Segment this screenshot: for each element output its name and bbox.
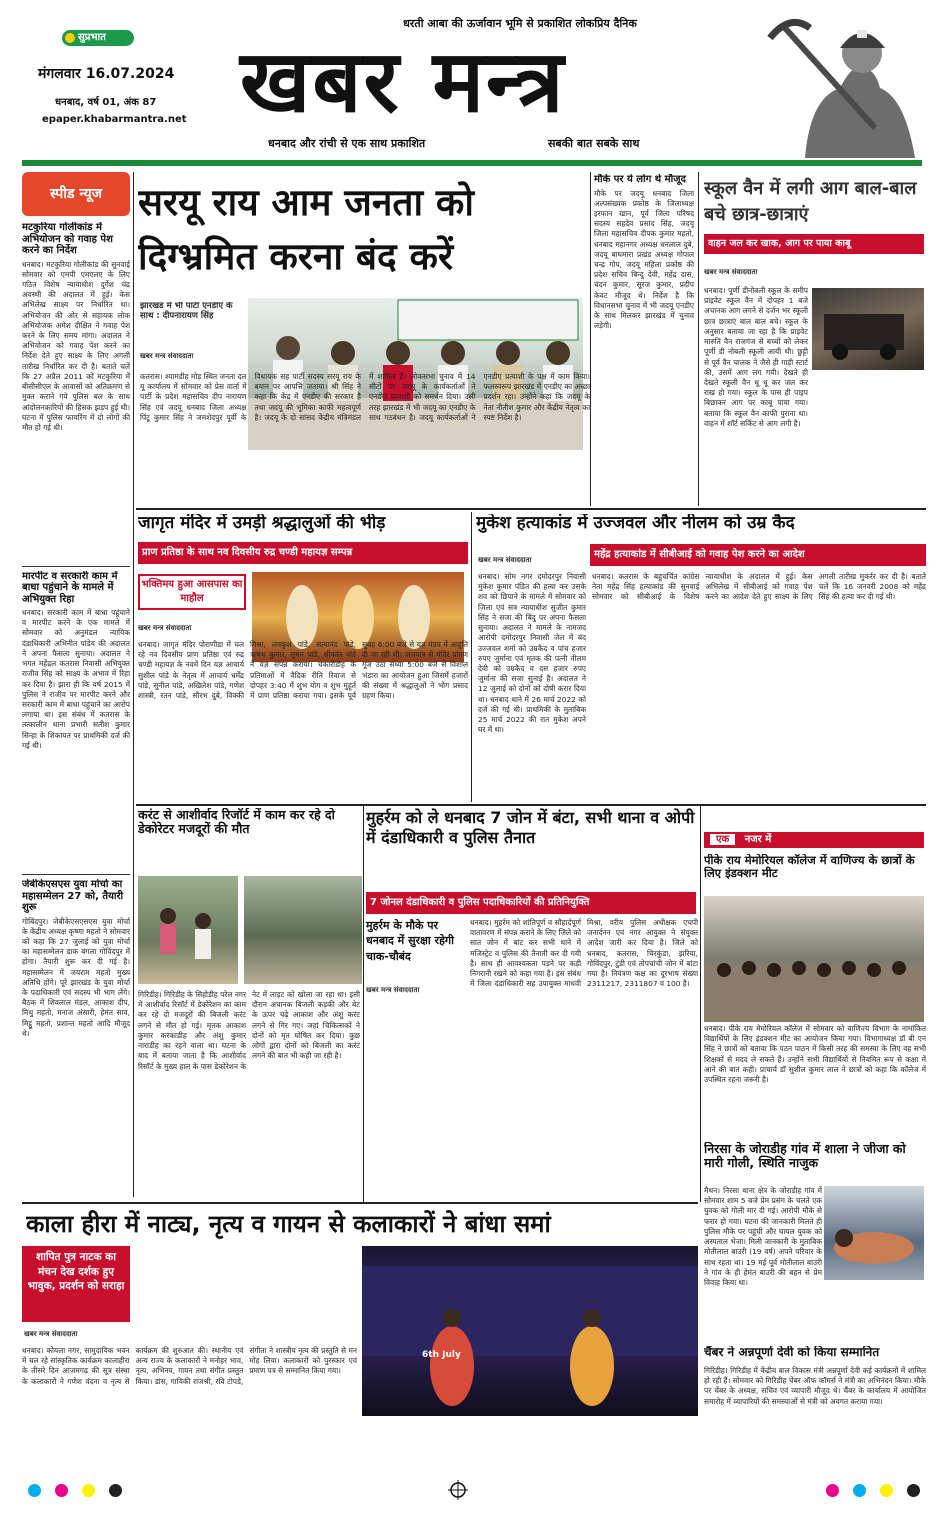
masthead — [0, 0, 945, 160]
temple-banner: प्राण प्रतिष्ठा के साथ नव दिवसीय रुद्र चण्डी महायज्ञ सम्पन्न — [138, 542, 468, 564]
speed-news-body: धनबाद। मटकुरिया गोलीकांड की सुनवाई सोमवार को एमपी एमएलए के लिए गठित विशेष न्यायाधीश दुर्गेश चंद्र अवस्थी की अदालत में हुई। केस अभिलेख साक्ष्य पर निर्धारित था। अभियोजन की ओर से सहायक लोक अभियोजक अमेश दीक्षित ने गवाह पेश करने के लिए समय मांगा। अदालत ने अभियोजन को गवाह पेश करने का निर्देश देते हुए साक्ष्य के लिए अगली तारीख निर्धारित कर दी है। बताते चलें कि 27 अप्रैल 2011 को मटकुरिया में बीसीसीएल के आवासों को अतिक्रमण से मुक्त कराने गये पुलिस बल के साथ आंदोलनकारियों की हिंसक झड़प हुई थी। घटना में पुलिस फायरिंग में दो लोगों की मौत हो गई थी। — [22, 259, 130, 432]
speed-news-heading: मटकुरिया गोलीकांड में अभियोजन को गवाह पेश करने का निर्देश — [22, 222, 113, 256]
college-tag-prefix: एक — [710, 834, 735, 845]
fire-body: धनबाद। पूर्णी डीनोबली स्कूल के समीप प्राइवेट स्कूल वैन में दोपहर 1 बजे अचानक आग लगने से दर्जन भर स्कूली छात्र छात्राएं बाल बाल बचे। स्कूल के अनुसार बताया जा रहा है कि प्राइवेट मारुति वैन राजगंज से बच्चों को लेकर पूर्णी डी नोबली स्कूली आयी थी। छुट्टी से पूर्व वैन चालक ने जैसे ही गाड़ी स्टार्ट की, उसमें आग लग गयी। देखते ही देखते स्कूली वैन धू धू कर जल कर राख हो गया। स्कूल के पास ही पाइप बिछाकर आग पर काबू पाया गया। बताया कि स्कूल वैन काफी पुराना था। वाहन में शॉर्ट सर्किट से आग लगी है। — [704, 286, 808, 428]
muharram-tag-text: मुहर्रम के मौके पर धनबाद में सुरक्षा रहेगी चाक-चौबंद — [366, 919, 454, 963]
side-story-body: मौके पर जदयू धनबाद जिला अल्पसंख्यक प्रकोष्ठ के जिलाध्यक्ष इरफान खान, पूर्व जिला परिषद सदस्य सहदेव प्रसाद सिंह, जदयू जिला महासचिव दीपक कुमार महतो, धनबाद महानगर अध्यक्ष धनलाल दुबे, जदयू बाघमारा प्रखंड अध्यक्ष गोपाल चन्द्र गोप, जदयू महिला प्रकोष्ठ की प्रदेश सचिव बिन्दु देवी, महेंद्र दास, चंदन कुमार, सूरज कुमार, प्रदीप केवट मौजूद थे। निर्देश है कि विधानसभा चुनाव में भी जदयू एनडीए के साथ मिलकर झारखंड में चुनाव लड़ेगी। — [594, 188, 694, 331]
crowd-illustration — [138, 876, 238, 984]
registration-dot — [109, 1484, 122, 1497]
drama-headline: काला हीरा में नाट्य, नृत्य व गायन से कलाकारों ने बांधा समां — [26, 1210, 551, 1238]
mukesh-sub-body: धनबाद। कतरास के बहुचर्चित कांग्रेस नेता महेंद्र सिंह हत्याकांड की सुनवाई सोमवार को सीबीआई के विशेष न्यायाधीश के अदालत में हुई। केस अभिलेख में सीबीआई को गवाह पेश करने का आदेश देते हुए साक्ष्य के लिए अगली तारीख मुकर्रर कर दी है। बताते चलें कि 16 जनवरी 2008 को महेंद्र सिंह की हत्या कर दी गई थी। — [592, 572, 926, 602]
fire-headline: स्कूल वैन में लगी आग बाल-बाल बचे छात्र-छात्राएं — [704, 178, 917, 225]
registration-dot — [853, 1484, 866, 1497]
registration-dot — [28, 1484, 41, 1497]
speed-news-body: गोबिंदपुर। जेबीकेएसएसएस युवा मोर्चा के केंद्रीय अध्यक्ष कृष्णा महतो ने सोमवार को कहा कि 27 जुलाई को युवा मोर्चा का महासम्मेलन डाक बंगला गोविंदपुर में होगा। तैयारी शुरू कर दी गई है। महासम्मेलन में जयराम महतो मुख्य अतिथि होंगे। पूरे झारखंड के युवा मोर्चा के पदाधिकारी एवं सदस्य भी भाग लेंगे। बैठक में शिवलाल मंडल, आकाश दीप, मिथु महतो, मनाज अंसारी, हेमंत साव, मिट्ठू महतो, प्रशान्त महतो आदि मौजूद थे। — [22, 916, 130, 1038]
section-rule — [136, 508, 926, 510]
lead-body: कतरास। श्यामडीह मोड़ स्थित जनता दल यू कार्यालय में सोमवार को प्रेस वार्ता में पार्टी के प्रदेश महासचिव दीप नारायण सिंह एवं जदयू धनबाद जिला अध्यक्ष पिंटू कुमार सिंह ने जमशेदपुर पूर्वी के विधायक सह पार्टी सदस्य सरयू राय के बयान पर आपत्ति जताया। श्री सिंह ने कहा कि केंद्र में एनडीए की सरकार है तथा जदयू की भूमिका काफी महत्वपूर्ण है। जदयू के दो सांसद केंद्रीय मंत्रिमंडल में शामिल हैं। लोकसभा चुनाव में 14 सीटों पर जदयू के कार्यकर्ताओं ने एनडीए प्रत्याशी को समर्थन दिया। उसी तरह झारखंड में भी जदयू का एनडीए के साथ गठबंधन है। जदयू कार्यकर्ताओं ने एनडीए प्रत्याशी के पक्ष में काम किया। फलस्वरूप झारखंड में एनडीए का अच्छा प्रदर्शन रहा। उन्होंने कहा कि जदयू के नेता नीतीश कुमार और केंद्रीय नेतृत्व का स्पष्ट निर्देश है। — [140, 372, 590, 422]
side-story — [594, 174, 694, 504]
shot-photo — [824, 1186, 924, 1280]
column-divider — [363, 806, 364, 1202]
lead-quote — [140, 302, 240, 322]
stage-performance-illustration — [362, 1246, 698, 1416]
college-headline: पीके राय मेमोरियल कॉलेज में वाणिज्य के छात्रों के लिए इंडक्शन मीट — [704, 854, 915, 881]
temple-headline: जागृत मंदिर में उमड़ी श्रद्धालुओं की भीड़ — [138, 514, 386, 533]
students-illustration — [704, 896, 924, 1022]
miner-logo — [765, 8, 935, 160]
fire-body-cont — [814, 374, 924, 502]
column-divider — [590, 172, 591, 506]
resort-body: गिरिडीह। गिरिडीह के सिहोडीह परेल नगर में आशीर्वाद रिसॉर्ट में डेकोरेशन का काम कर रहे दो मजदूरों की बिजली करंट लगने से मौत हो गई। मृतक आकाश कुमार करकाडीह और अंशु कुमार नाराडीह का रहने वाला था। घटना के बाद में बताया जाता है कि आशीर्वाद रिसॉर्ट के मुख्य हाल के पास डेकोरेशन के नेट में लाइट को खोला जा रहा था। इसी दौरान अचानक बिजली कड़की और बेट के ऊपर चढ़े आकाश और अंशु करंट लगने से गिर गए। जहां चिकित्सकों ने दोनों को मृत घोषित कर दिया। कुछ लोगों द्वारा दोनों को बिजली का करंट लगने की बात भी कही जा रही है। — [138, 990, 360, 1071]
shot-headline: निरसा के जोराडीह गांव में शाला ने जीजा को मारी गोली, स्थिति नाजुक — [704, 1142, 906, 1171]
muharram-byline: खबर मन्त्र संवाददाता — [366, 986, 420, 994]
masthead-website: epaper.khabarmantra.net — [42, 114, 187, 125]
temple-body: धनबाद। जागृत मंदिर पोराणीडा में चल रहे नव दिवसीय प्राण प्रतिष्ठा एवं रुद्र चण्डी महायज्ञ के नवमें दिन यज्ञ आचार्य सुशील पांडे के नेतृत्व में आचार्य धर्मेंद्र पांडे, सुनील पांडे, अखिलेश पांडे, गणेश शास्त्री, रतन पांडे, सौरभ दुबे, विक्की मिश्रा, लवकुश पांडे, सत्यानंद पांडे, ऋषभ कुमार, सुमन पांडे, श्रीकांत पांडे ने यज्ञ संपन्न कराया। चकारीडीह के प्रतिमाओं में वैदिक रीति रिवाज से दोपहर 3:40 में शुभ योग व शुभ मुहूर्त में प्राण प्रतिष्ठा कराया गया। इसके पूर्व सुबह 6:00 बजे से यज्ञ मंडप में आहुति दी जा रही थी। जलपात्र से मंदिर प्रांगण गूंज उठा संध्या 5:00 बजे से विशाल भंडारा का आयोजन हुआ जिसमें हजारों की संख्या में श्रद्धालुओं ने भोग प्रसाद ग्रहण किया। — [138, 640, 468, 701]
annapurna-headline: चैंबर ने अन्नपूर्णा देवी को किया सम्मानित — [704, 1346, 880, 1359]
brand-tag-label: सुप्रभात — [78, 32, 106, 43]
column-divider — [700, 806, 701, 1202]
drama-photo — [362, 1246, 698, 1416]
speed-news-badge: स्पीड न्यूज — [22, 172, 130, 216]
muharram-body: धनबाद। मुहर्रम को शांतिपूर्ण व सौहार्दपूर्ण वातावरण में संपन्न कराने के लिए जिले को सात जोन में बांट कर सभी थाने में मजिस्ट्रेट व पुलिस की तैनाती कर दी गयी है। साथ ही आवश्यकता पड़ने पर कड़ी निगरानी रखने को कहा गया है। इस संबंध में जिला दंडाधिकारी सह उपायुक्त माधवी मिश्रा, वरीय पुलिस अधीक्षक एचपी जनार्दनन एवं नगर आयुक्त ने संयुक्त आदेश जारी कर दिया है। जिले को धनबाद, कतरास, चिरकुंडा, झरिया, गोविंदपुर, टुंडी एवं तोपचांची जोन में बांटा गया है। नियंत्रण कक्ष का दूरभाष संख्या 2311217, 2311807 व 100 है। — [470, 918, 698, 989]
speed-news-item — [22, 222, 130, 560]
column-divider — [133, 172, 134, 1197]
speed-news-heading: मारपीट व सरकारी काम में बाधा पहुंचाने के मामले में अभियुक्त रिहा — [22, 570, 118, 605]
burnt-van-illustration — [812, 288, 924, 370]
speed-news-item — [22, 566, 130, 869]
college-photo — [704, 896, 924, 1022]
fire-byline: खबर मन्त्र संवाददाता — [704, 268, 758, 276]
masthead-sub-right: सबकी बात सबके साथ — [548, 137, 640, 150]
registration-dot — [880, 1484, 893, 1497]
injured-man-illustration — [824, 1186, 924, 1280]
annapurna-body: गिरिडीह। गिरिडीह में केंद्रीय बाल विकास मंत्री अन्नपूर्णा देवी कई कार्यक्रमों में शामिल हो रही हैं। सोमवार को गिरिडीह चेंबर ऑफ कॉमर्स ने मंत्री का अभिनंदन किया। मौके पर चेंबर के अध्यक्ष, सचिव एवं व्यापारी मौजूद थे। चैंबर के कार्यालय में आयोजित समारोह में व्यापारियों की समस्याओं से मंत्री को अवगत कराया गया। — [704, 1366, 926, 1406]
lead-quote-text: झारखंड में भी पार्टी एनडीए के साथ : दीपनारायण सिंह — [140, 302, 233, 321]
section-rule — [22, 1202, 698, 1204]
drama-tag-text: शापित पुत्र नाटक का मंचन देख दर्शक हुए भावुक, प्रदर्शन को सराहा — [27, 1251, 125, 1293]
mukesh-body: धनबाद। सोम नगर दमोदरपुर निवासी मुकेश कुमार पंडित की हत्या कर उसके शव को छिपाने के मामले में सोमवार को जिला एवं सत्र न्यायाधीश सुजीत कुमार सिंह ने सजा की बिंदु पर अपना फैसला सुनाया। अदालत ने मामले के नामजद आरोपी दमोदरपुर निवासी जेल में बंद उज्जवल शर्मा को उम्रकैद व पांच हजार रुपए जुर्माना एवं मृतक की पत्नी नीलम देवी को उम्रकैद व दस हजार रुपए जुर्माना की सजा सुनाई है। अदालत ने 12 जुलाई को दोनों को दोषी करार दिया था। धनबाद थाने में 26 मार्च 2022 को दर्ज की गई थी। प्राथमिकी के मुताबिक 25 मार्च 2022 की रात मुकेश अपने घर में था। — [478, 572, 586, 735]
speed-news-heading: जेबीकेएसएस युवा मोर्चा का महासम्मेलन 27 को, तैयारी शुरू — [22, 879, 124, 913]
side-story-heading: मौके पर ये लोग थे मौजूद — [594, 174, 686, 185]
lead-byline: खबर मन्त्र संवाददाता — [140, 352, 194, 360]
masthead-tagline: धरती आबा की ऊर्जावान भूमि से प्रकाशित लोकप्रिय दैनिक — [403, 17, 637, 30]
drama-tag — [22, 1246, 130, 1322]
column-divider — [471, 512, 472, 802]
mukesh-byline: खबर मन्त्र संवाददाता — [478, 556, 532, 564]
college-tag — [704, 832, 924, 848]
lead-headline: सरयू राय आम जनता को दिग्भ्रमित करना बंद करें — [138, 181, 474, 278]
college-body: धनबाद। पीके राय मेमोरियल कॉलेज में सोमवार को वाणिज्य विभाग के नामांकित विद्यार्थियों के लिए इंडक्शन मीट का आयोजन किया गया। विभागाध्यक्ष डॉ बी एन सिंह ने छात्रों को बताया कि पठन पाठन में किसी तरह की समस्या के लिए वह सभी शिक्षकों से मदद ले सकते हैं। उन्होंने सभी विद्यार्थियों से नियमित रूप से कक्षा में आने की बात कही। प्राचार्य डॉ सुशील कुमार लाल ने छात्रों को कहा कि कॉलेज में उपस्थित रहना जरूरी है। — [704, 1024, 926, 1085]
speed-news-column — [22, 172, 130, 1192]
masthead-rule — [22, 160, 922, 166]
shot-body: मैथन। निरसा थाना क्षेत्र के जोराडीह गांव में सोमवार शाम 5 बजे प्रेम प्रसंग के चलते एक युवक को गोली मार दी गई। आरोपी मौके से फरार हो गया। घटना की जानकारी मिलते ही पुलिस मौके पर पहुंची और घायल युवक को अस्पताल भेजा। मिली जानकारी के मुताबिक मोतीलाल बाउरी (19 वर्ष) अपने परिवार के साथ रहता था। 19 मई पूर्व मोतीलाल बाउरी ने गांव के ही हेमंत बाउरी की बहन से प्रेम विवाह किया था। — [704, 1186, 822, 1287]
mukesh-banner: महेंद्र हत्याकांड में सीबीआई को गवाह पेश करने का आदेश — [590, 544, 926, 566]
speed-news-body: धनबाद। सरकारी काम में बाधा पहुंचाने व मारपीट करने के एक मामले में सोमवार को अनुमंडल न्यायिक दंडाधिकारी अभिनीत पांडेय की अदालत ने अपना फैसला सुनाया। अदालत ने भगत महेंद्रल कतरास निवासी अभियुक्त राजीव सिंह को साक्ष्य के अभाव में रिहा कर दिया है। झारा ही कि वर्ष 2015 में पुलिस ने राजीव पर मारपीट करने और सरकारी काम में बाधा पहुंचाने का आरोप लगाया था। इस संबंध में कतरास के तत्कालीन थाना प्रभारी सतीश कुमार सिन्हा के शिकायत पर प्राथमिकी दर्ज की गई थी। — [22, 608, 130, 750]
muharram-tag — [366, 918, 466, 978]
muharram-banner: 7 जोनल दंडाधिकारी व पुलिस पदाधिकारियों की प्रतिनियुक्ति — [366, 892, 696, 914]
resort-photo-2 — [244, 876, 362, 984]
registration-dot — [82, 1484, 95, 1497]
column-divider — [698, 172, 699, 506]
stage-banner-text: 6th July — [422, 1350, 461, 1360]
masthead-sub-left: धनबाद और रांची से एक साथ प्रकाशित — [268, 137, 426, 150]
registration-dot — [55, 1484, 68, 1497]
drama-byline: खबर मन्त्र संवाददाता — [24, 1330, 78, 1338]
fire-banner: वाहन जल कर खाक, आग पर पाया काबू — [704, 234, 924, 254]
sun-icon — [65, 33, 75, 43]
brand-tag — [62, 30, 134, 46]
drama-body-cont — [362, 1418, 698, 1470]
registration-dot — [907, 1484, 920, 1497]
speed-news-item — [22, 874, 130, 1177]
resort-headline: करंट से आशीर्वाद रिजॉर्ट में काम कर रहे दो डेकोरेटर मजदूरों की मौत — [138, 808, 335, 837]
mukesh-headline: मुकेश हत्याकांड में उज्जवल और नीलम को उम्र कैद — [476, 514, 795, 533]
fire-photo — [812, 288, 924, 370]
temple-tag-text: भक्तिमय हुआ आसपास का माहौल — [141, 579, 243, 604]
drama-body: धनबाद। कोयला नगर, सामुदायिक भवन में चल रहे सांस्कृतिक कार्यक्रम कालाहीरा के तीसरे दिन आजमगढ़ की सूत्र संस्था के कलाकारों ने गणेश वंदना व नृत्य से कार्यक्रम की शुरुआत की। स्थानीय एवं अन्य राज्य के कलाकारों ने मनोहर भाव, नृत्य, अभिनय, गायन तथा संगीत प्रस्तुत किया। डांस, गायिकी राजश्री, रवि टोपडे, संगीता ने शास्त्रीय नृत्य की प्रस्तुति से मन मोह लिया। कलाकारों को पुरस्कार एवं प्रमाण पत्र से सम्मानित किया गया। — [22, 1346, 357, 1386]
muharram-headline: मुहर्रम को ले धनबाद 7 जोन में बंटा, सभी थाना व ओपी में दंडाधिकारी व पुलिस तैनात — [366, 808, 695, 847]
resort-photo — [138, 876, 238, 984]
temple-tag — [138, 574, 246, 610]
college-tag-label: नजर में — [744, 834, 772, 845]
registration-marks-right — [720, 1484, 920, 1498]
temple-byline: खबर मन्त्र संवाददाता — [138, 624, 192, 632]
masthead-date: मंगलवार 16.07.2024 — [38, 66, 175, 82]
section-rule — [136, 804, 926, 806]
registration-dot — [826, 1484, 839, 1497]
registration-marks-left — [28, 1484, 228, 1498]
masthead-title: खबर मन्त्र — [240, 32, 566, 132]
crosshair-icon — [448, 1480, 468, 1500]
masthead-edition: धनबाद, वर्ष 01, अंक 87 — [55, 97, 157, 108]
